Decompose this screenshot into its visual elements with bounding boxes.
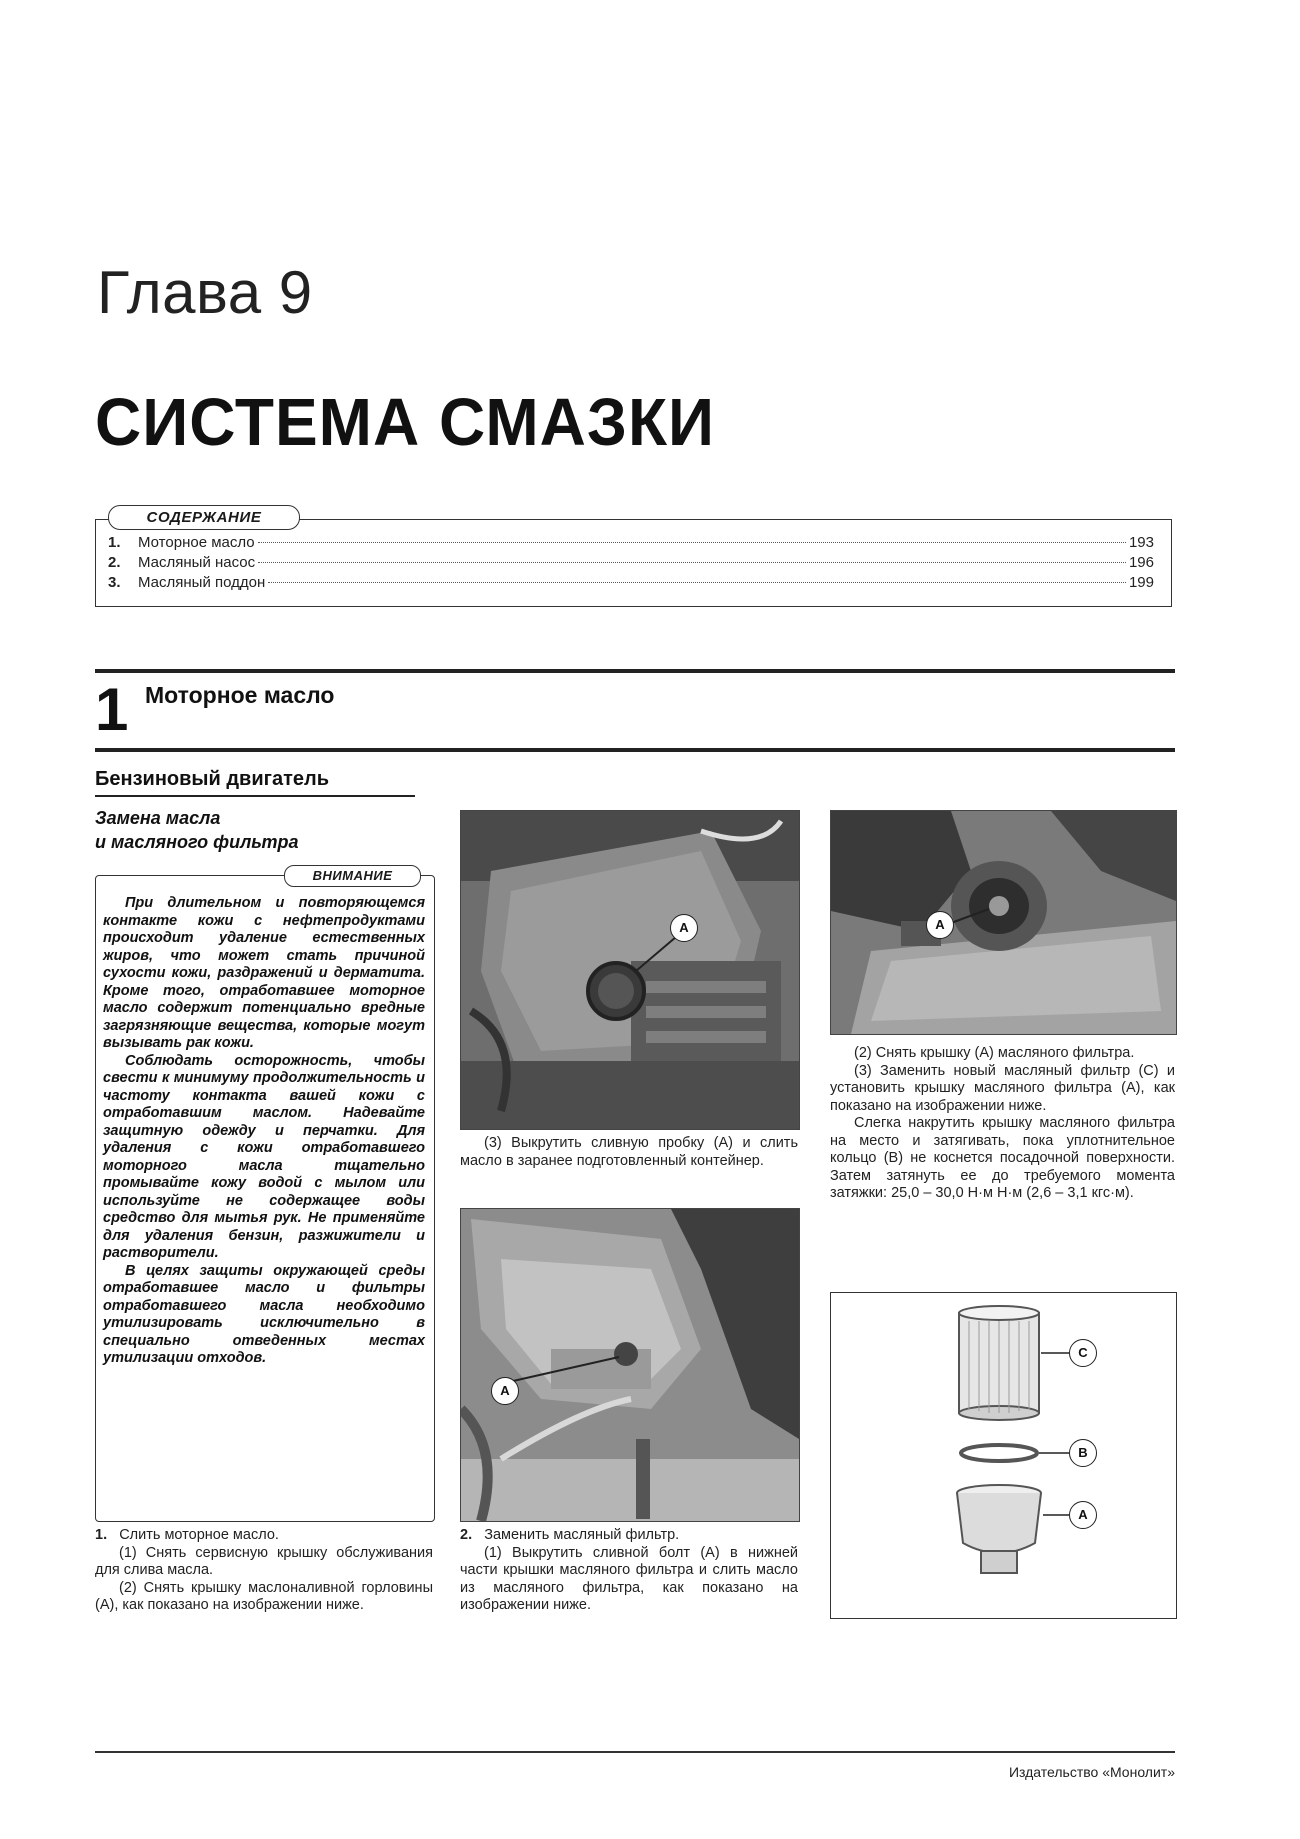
publisher-footer: Издательство «Монолит»	[1008, 1764, 1175, 1780]
warning-paragraph: В целях защиты окружающей среды отработавшее масло и фильтры отработавшего масла необходимо утилизировать исключительно в специально отведенных местах утилизации отходов.	[103, 1262, 425, 1366]
callout-a: A	[1069, 1501, 1097, 1529]
section-number: 1	[95, 676, 129, 743]
step-number: 2.	[460, 1527, 473, 1543]
column2-text-bottom	[460, 1527, 798, 1615]
contents-item-text: Моторное масло	[138, 534, 255, 551]
procedure-title-line1: Замена масла	[95, 808, 221, 828]
contents-leader-dots	[268, 582, 1126, 583]
contents-item-page: 199	[1128, 574, 1154, 591]
instruction-paragraph: (3) Выкрутить сливную пробку (A) и слить масло в заранее подготовленный контейнер.	[460, 1135, 798, 1169]
procedure-title-line2: и масляного фильтра	[95, 832, 299, 852]
subsection-rule	[95, 795, 415, 797]
column1-text	[95, 1527, 433, 1615]
warning-heading: ВНИМАНИЕ	[284, 865, 421, 887]
column3-text	[830, 1045, 1175, 1203]
chapter-label: Глава 9	[97, 259, 313, 326]
contents-heading: СОДЕРЖАНИЕ	[108, 505, 300, 530]
section-bottom-rule	[95, 748, 1175, 752]
section-title: Моторное масло	[145, 682, 335, 708]
instruction-paragraph: (2) Снять крышку маслоналивной горловины (A), как показано на изображении ниже.	[95, 1579, 433, 1613]
instruction-paragraph: (1) Выкрутить сливной болт (A) в нижней части крышки масляного фильтра и слить масло из масляного фильтра, как показано на изображении ниже.	[460, 1544, 798, 1613]
section-top-rule	[95, 669, 1175, 673]
contents-leader-dots	[258, 562, 1126, 563]
callout-a: A	[670, 914, 698, 942]
step-text: Заменить масляный фильтр.	[484, 1527, 680, 1543]
instruction-paragraph: (1) Снять сервисную крышку обслуживания для слива масла.	[95, 1544, 433, 1578]
warning-text	[103, 895, 425, 1368]
callout-a: A	[926, 911, 954, 939]
step-number: 1.	[95, 1527, 108, 1543]
instruction-paragraph: Слегка накрутить крышку масляного фильтра на место и затягивать, пока уплотнительное кольцо (B) не коснется посадочной поверхности. Затем затянуть ее до требуемого момента затяжки: 25,0 – 30,0 Н·м Н·м (2,6 – 3,1 кгс·м).	[830, 1115, 1175, 1201]
contents-item-num: 2.	[108, 554, 121, 571]
contents-item-text: Масляный насос	[138, 554, 256, 571]
instruction-paragraph: (2) Снять крышку (A) масляного фильтра.	[854, 1045, 1135, 1061]
filter-housing-photo	[830, 810, 1177, 1035]
contents-item-page: 193	[1128, 534, 1154, 551]
step-text: Слить моторное масло.	[119, 1527, 279, 1543]
contents-item-num: 1.	[108, 534, 121, 551]
subsection-title: Бензиновый двигатель	[95, 768, 329, 790]
contents-item[interactable]	[108, 574, 1154, 594]
contents-item-page: 196	[1128, 554, 1154, 571]
contents-item[interactable]	[108, 554, 1154, 574]
warning-paragraph: При длительном и повторяющемся контакте кожи с нефтепродуктами происходит удаление естественных жиров, что может стать причиной сухости кожи, раздражений и дерматита. Кроме того, отработавшее моторное масло содержит потенциально вредные загрязняющие вещества, которые могут вызывать рак кожи.	[103, 895, 425, 1051]
footer-rule	[95, 1751, 1175, 1753]
instruction-paragraph: (3) Заменить новый масляный фильтр (C) и установить крышку масляного фильтра (A), как показано на изображении ниже.	[830, 1062, 1175, 1114]
callout-c: C	[1069, 1339, 1097, 1367]
column2-text-top	[460, 1135, 798, 1170]
contents-item-text: Масляный поддон	[138, 574, 266, 591]
oil-pan-photo	[460, 1208, 800, 1522]
contents-item-num: 3.	[108, 574, 121, 591]
procedure-title	[95, 806, 395, 854]
callout-b: B	[1069, 1439, 1097, 1467]
chapter-title: СИСТЕМА СМАЗКИ	[95, 384, 715, 460]
engine-filler-cap-photo	[460, 810, 800, 1130]
filter-components-diagram	[830, 1292, 1177, 1619]
warning-paragraph: Соблюдать осторожность, чтобы свести к минимуму продолжительность и частоту контакта вашей кожи с отработавшим маслом. Надевайте защитную одежду и перчатки. Для удаления с кожи отработавшего моторного масла тщательно промывайте кожу водой с мылом или используйте не содержащее воды средство для мытья рук. Не применяйте для удаления бензин, разжижители и растворители.	[103, 1052, 425, 1261]
contents-leader-dots	[258, 542, 1126, 543]
contents-item[interactable]	[108, 534, 1154, 554]
callout-a: A	[491, 1377, 519, 1405]
